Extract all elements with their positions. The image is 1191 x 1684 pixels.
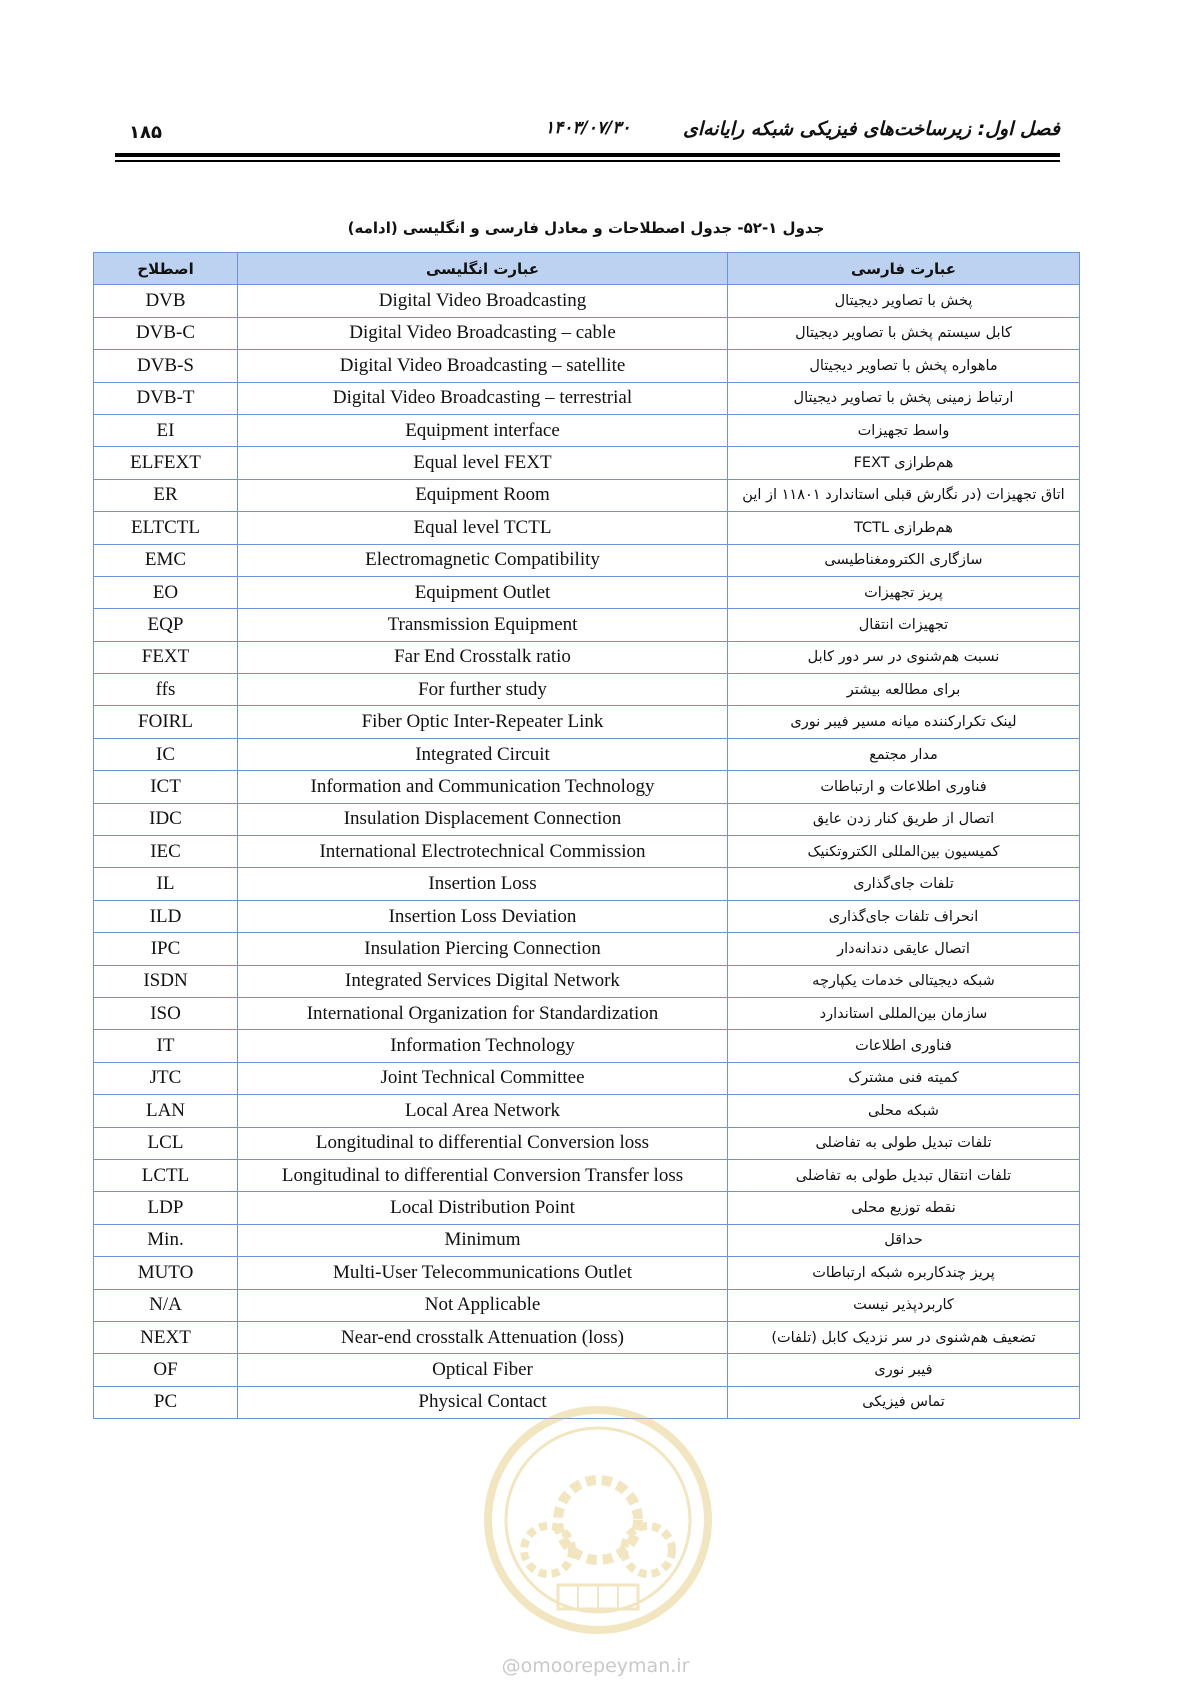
table-row	[94, 1257, 1080, 1289]
watermark-seal-icon	[478, 1400, 718, 1640]
term-abbr: EO	[94, 576, 238, 608]
term-persian: اتاق تجهیزات (در نگارش قبلی استاندارد ۱۱۸۰۱ از این	[728, 479, 1080, 511]
table-row	[94, 285, 1080, 317]
chapter-title: فصل اول: زیرساخت‌های فیزیکی شبکه رایانه‌ای	[682, 118, 1060, 140]
term-english: Equipment Room	[238, 479, 728, 511]
table-row	[94, 350, 1080, 382]
term-english: Insertion Loss Deviation	[238, 900, 728, 932]
term-persian: تجهیزات انتقال	[728, 609, 1080, 641]
term-english: Equal level FEXT	[238, 447, 728, 479]
term-persian: پریز چندکاربره شبکه ارتباطات	[728, 1257, 1080, 1289]
term-english: Not Applicable	[238, 1289, 728, 1321]
term-english: Local Distribution Point	[238, 1192, 728, 1224]
term-english: Physical Contact	[238, 1386, 728, 1418]
term-english: Insertion Loss	[238, 868, 728, 900]
term-abbr: DVB-S	[94, 350, 238, 382]
term-abbr: N/A	[94, 1289, 238, 1321]
term-english: Integrated Services Digital Network	[238, 965, 728, 997]
term-persian: کمیته فنی مشترک	[728, 1062, 1080, 1094]
term-abbr: EQP	[94, 609, 238, 641]
page-header	[115, 118, 1060, 154]
table-row	[94, 1095, 1080, 1127]
term-english: Digital Video Broadcasting – cable	[238, 317, 728, 349]
term-abbr: PC	[94, 1386, 238, 1418]
table-row	[94, 1224, 1080, 1256]
table-row	[94, 1289, 1080, 1321]
term-english: Optical Fiber	[238, 1354, 728, 1386]
term-abbr: NEXT	[94, 1321, 238, 1353]
term-abbr: MUTO	[94, 1257, 238, 1289]
term-persian: اتصال عایقی دندانه‌دار	[728, 933, 1080, 965]
term-abbr: OF	[94, 1354, 238, 1386]
term-english: Near-end crosstalk Attenuation (loss)	[238, 1321, 728, 1353]
page-number: ۱۸۵	[129, 122, 162, 143]
term-abbr: Min.	[94, 1224, 238, 1256]
table-row	[94, 576, 1080, 608]
term-english: Information and Communication Technology	[238, 771, 728, 803]
term-english: Digital Video Broadcasting – satellite	[238, 350, 728, 382]
term-english: Local Area Network	[238, 1095, 728, 1127]
table-row	[94, 771, 1080, 803]
table-row	[94, 609, 1080, 641]
table-row	[94, 1159, 1080, 1191]
term-abbr: DVB-T	[94, 382, 238, 414]
header-rule-thin	[115, 160, 1060, 162]
term-english: Longitudinal to differential Conversion loss	[238, 1127, 728, 1159]
term-english: Digital Video Broadcasting	[238, 285, 728, 317]
term-abbr: LAN	[94, 1095, 238, 1127]
term-persian: ارتباط زمینی پخش با تصاویر دیجیتال	[728, 382, 1080, 414]
term-persian: برای مطالعه بیشتر	[728, 674, 1080, 706]
term-persian: فناوری اطلاعات و ارتباطات	[728, 771, 1080, 803]
header-persian: عبارت فارسی	[728, 253, 1080, 285]
table-row	[94, 868, 1080, 900]
term-abbr: LCL	[94, 1127, 238, 1159]
term-abbr: IT	[94, 1030, 238, 1062]
table-row	[94, 1386, 1080, 1418]
term-english: Integrated Circuit	[238, 738, 728, 770]
term-abbr: EMC	[94, 544, 238, 576]
table-row	[94, 1127, 1080, 1159]
term-abbr: LCTL	[94, 1159, 238, 1191]
term-english: International Organization for Standardization	[238, 997, 728, 1029]
table-row	[94, 706, 1080, 738]
term-abbr: FEXT	[94, 641, 238, 673]
term-english: Insulation Piercing Connection	[238, 933, 728, 965]
term-persian: سازگاری الکترومغناطیسی	[728, 544, 1080, 576]
term-persian: کمیسیون بین‌المللی الکتروتکنیک	[728, 836, 1080, 868]
term-persian: سازمان بین‌المللی استاندارد	[728, 997, 1080, 1029]
term-abbr: EI	[94, 414, 238, 446]
table-row	[94, 1062, 1080, 1094]
term-english: For further study	[238, 674, 728, 706]
term-english: Far End Crosstalk ratio	[238, 641, 728, 673]
term-abbr: DVB-C	[94, 317, 238, 349]
table-row	[94, 317, 1080, 349]
term-abbr: DVB	[94, 285, 238, 317]
term-english: International Electrotechnical Commission	[238, 836, 728, 868]
term-abbr: ER	[94, 479, 238, 511]
table-row	[94, 447, 1080, 479]
table-row	[94, 1321, 1080, 1353]
term-english: Insulation Displacement Connection	[238, 803, 728, 835]
term-abbr: FOIRL	[94, 706, 238, 738]
term-persian: فناوری اطلاعات	[728, 1030, 1080, 1062]
term-persian: لینک تکرارکننده میانه مسیر فیبر نوری	[728, 706, 1080, 738]
term-persian: تلفات تبدیل طولی به تفاضلی	[728, 1127, 1080, 1159]
term-abbr: ELFEXT	[94, 447, 238, 479]
term-english: Equipment interface	[238, 414, 728, 446]
term-abbr: ILD	[94, 900, 238, 932]
table-row	[94, 382, 1080, 414]
term-persian: تماس فیزیکی	[728, 1386, 1080, 1418]
watermark-text: @omoorepeyman.ir	[501, 1655, 690, 1677]
table-row	[94, 997, 1080, 1029]
header-rule-thick	[115, 153, 1060, 157]
table-row	[94, 512, 1080, 544]
term-persian: شبکه دیجیتالی خدمات یکپارچه	[728, 965, 1080, 997]
term-persian: مدار مجتمع	[728, 738, 1080, 770]
table-row	[94, 965, 1080, 997]
term-english: Transmission Equipment	[238, 609, 728, 641]
term-persian: تضعیف هم‌شنوی در سر نزدیک کابل (تلفات)	[728, 1321, 1080, 1353]
term-english: Information Technology	[238, 1030, 728, 1062]
term-english: Multi-User Telecommunications Outlet	[238, 1257, 728, 1289]
table-row	[94, 674, 1080, 706]
term-english: Equal level TCTL	[238, 512, 728, 544]
term-abbr: IC	[94, 738, 238, 770]
term-english: Digital Video Broadcasting – terrestrial	[238, 382, 728, 414]
term-english: Fiber Optic Inter-Repeater Link	[238, 706, 728, 738]
term-persian: ماهواره پخش با تصاویر دیجیتال	[728, 350, 1080, 382]
term-abbr: IL	[94, 868, 238, 900]
term-abbr: IEC	[94, 836, 238, 868]
table-row	[94, 1030, 1080, 1062]
table-row	[94, 479, 1080, 511]
table-row	[94, 641, 1080, 673]
term-persian: واسط تجهیزات	[728, 414, 1080, 446]
term-abbr: ISDN	[94, 965, 238, 997]
table-row	[94, 933, 1080, 965]
table-row	[94, 900, 1080, 932]
term-english: Joint Technical Committee	[238, 1062, 728, 1094]
term-english: Minimum	[238, 1224, 728, 1256]
term-persian: هم‌طرازی FEXT	[728, 447, 1080, 479]
table-row	[94, 544, 1080, 576]
table-row	[94, 1354, 1080, 1386]
term-persian: انحراف تلفات جای‌گذاری	[728, 900, 1080, 932]
term-persian: اتصال از طریق کنار زدن عایق	[728, 803, 1080, 835]
header-date: ۱۴۰۳/۰۷/۳۰	[545, 118, 631, 138]
term-abbr: JTC	[94, 1062, 238, 1094]
term-persian: تلفات انتقال تبدیل طولی به تفاضلی	[728, 1159, 1080, 1191]
term-abbr: IDC	[94, 803, 238, 835]
header-english: عبارت انگلیسی	[238, 253, 728, 285]
term-persian: کاربردپذیر نیست	[728, 1289, 1080, 1321]
table-row	[94, 414, 1080, 446]
term-abbr: ffs	[94, 674, 238, 706]
table-row	[94, 803, 1080, 835]
table-row	[94, 836, 1080, 868]
term-persian: شبکه محلی	[728, 1095, 1080, 1127]
table-row	[94, 1192, 1080, 1224]
terms-table	[93, 252, 1080, 1419]
term-persian: نقطه توزیع محلی	[728, 1192, 1080, 1224]
table-row	[94, 738, 1080, 770]
term-persian: پخش با تصاویر دیجیتال	[728, 285, 1080, 317]
term-abbr: ISO	[94, 997, 238, 1029]
term-abbr: ICT	[94, 771, 238, 803]
term-abbr: LDP	[94, 1192, 238, 1224]
term-persian: هم‌طرازی TCTL	[728, 512, 1080, 544]
term-persian: کابل سیستم پخش با تصاویر دیجیتال	[728, 317, 1080, 349]
term-persian: نسبت هم‌شنوی در سر دور کابل	[728, 641, 1080, 673]
term-abbr: ELTCTL	[94, 512, 238, 544]
term-persian: تلفات جای‌گذاری	[728, 868, 1080, 900]
table-body	[94, 285, 1080, 1419]
term-english: Equipment Outlet	[238, 576, 728, 608]
term-english: Electromagnetic Compatibility	[238, 544, 728, 576]
table-caption: جدول ۱-۵۲- جدول اصطلاحات و معادل فارسی و انگلیسی (ادامه)	[347, 219, 825, 237]
term-abbr: IPC	[94, 933, 238, 965]
term-persian: پریز تجهیزات	[728, 576, 1080, 608]
header-abbr: اصطلاح	[94, 253, 238, 285]
table-header-row	[94, 253, 1080, 285]
term-english: Longitudinal to differential Conversion Transfer loss	[238, 1159, 728, 1191]
term-persian: فیبر نوری	[728, 1354, 1080, 1386]
term-persian: حداقل	[728, 1224, 1080, 1256]
